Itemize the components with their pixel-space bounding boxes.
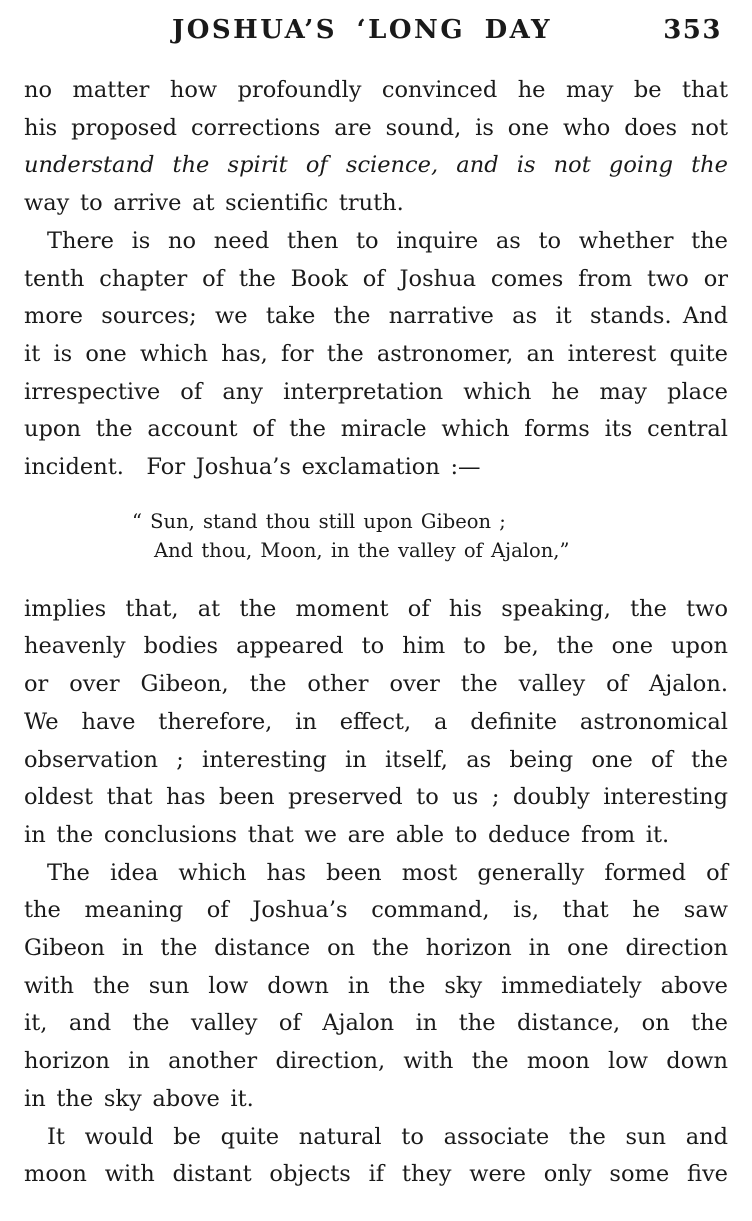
text-line: Gibeon in the distance on the horizon in one direction — [24, 935, 728, 962]
text-line: the meaning of Joshua’s command, is, that he saw — [24, 897, 728, 924]
text-line: There is no need then to inquire as to whether the — [47, 227, 728, 254]
text-line: horizon in another direction, with the moon low down — [24, 1048, 728, 1075]
text-line: no matter how profoundly convinced he may be that — [24, 77, 728, 103]
text-line: moon with distant objects if they were only some five — [24, 1161, 728, 1188]
text-line: heavenly bodies appeared to him to be, the one upon — [24, 633, 728, 660]
verse-line: “ Sun, stand thou still upon Gibeon ; — [132, 509, 506, 533]
text-line: with the sun low down in the sky immediately above — [24, 972, 728, 999]
text-line: his proposed corrections are sound, is one who does not — [24, 114, 728, 141]
text-line: tenth chapter of the Book of Joshua comes from two or — [24, 265, 728, 292]
text-line: The idea which has been most generally formed of — [47, 859, 728, 886]
page-body — [24, 72, 728, 1194]
text-line: in the conclusions that we are able to deduce from it. — [24, 821, 670, 848]
text-line: implies that, at the moment of his speaking, the two — [24, 595, 728, 622]
text-line: understand the spirit of science, and is not going the — [24, 152, 728, 179]
text-line: in the sky above it. — [24, 1085, 254, 1112]
text-line: incident. For Joshua’s exclamation :— — [24, 454, 481, 481]
verse-line: And thou, Moon, in the valley of Ajalon,” — [154, 538, 570, 562]
text-line: oldest that has been preserved to us ; doubly interesting — [24, 784, 728, 811]
text-line: We have therefore, in effect, a definite astronomical — [24, 708, 728, 735]
running-head-title: JOSHUA’S ‘LONG DAY — [171, 15, 553, 45]
text-line: observation ; interesting in itself, as being one of the — [24, 746, 728, 773]
text-line: irrespective of any interpretation which he may place — [24, 378, 728, 405]
text-line: upon the account of the miracle which forms its central — [24, 416, 728, 443]
text-line: It would be quite natural to associate the sun and — [47, 1123, 728, 1150]
text-line: way to arrive at scientific truth. — [24, 190, 404, 217]
text-line: it, and the valley of Ajalon in the distance, on the — [24, 1010, 728, 1037]
text-line: it is one which has, for the astronomer, an interest quite — [24, 340, 728, 367]
text-line: or over Gibeon, the other over the valley of Ajalon. — [24, 671, 728, 698]
running-head — [24, 12, 728, 48]
page-number: 353 — [663, 15, 722, 45]
text-line: more sources; we take the narrative as it stands. And — [24, 303, 728, 330]
